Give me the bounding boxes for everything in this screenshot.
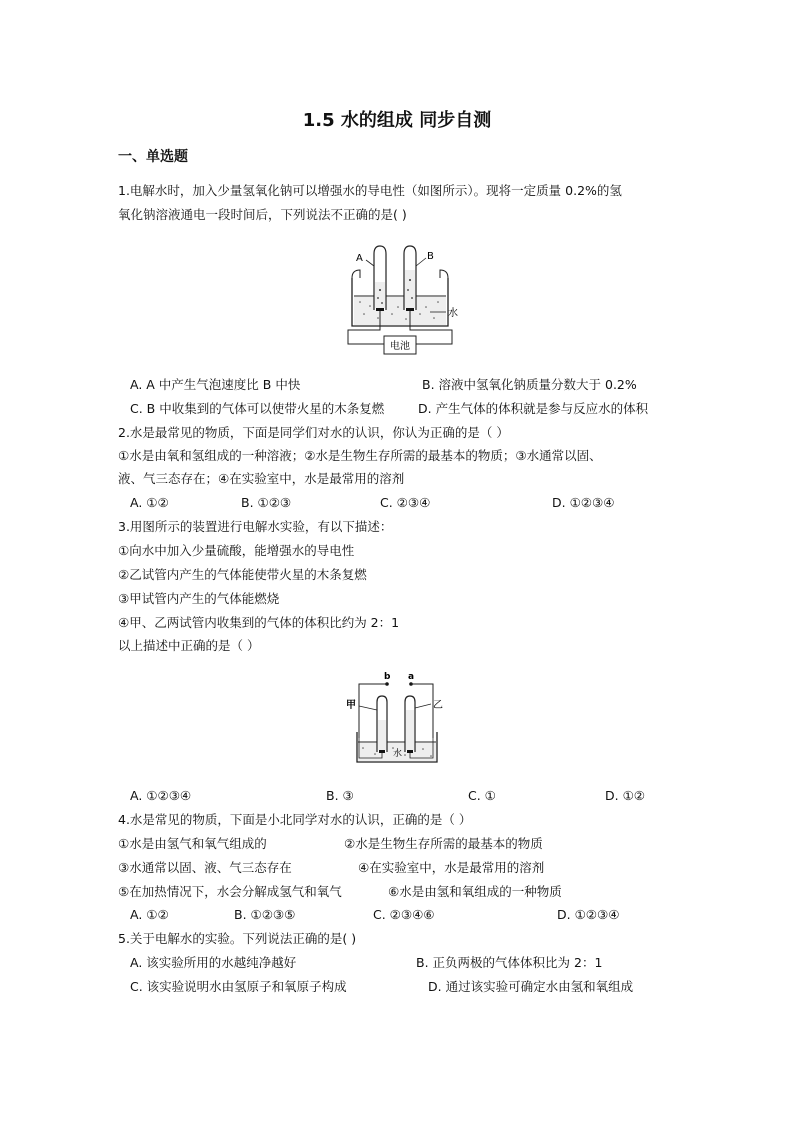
q1-fig-label-a: A [356,253,363,264]
q1-option-c[interactable]: C. B 中收集到的气体可以使带火星的木条复燃 [130,401,385,416]
q4-option-b[interactable]: B. ①②③⑤ [234,907,296,922]
q1-fig-water-label: 水 [448,308,458,319]
q3-fig-label-yi: 乙 [433,700,443,711]
q5-option-d[interactable]: D. 通过该实验可确定水由氢和氧组成 [428,979,634,994]
q3-statement-4: ④甲、乙两试管内收集到的气体的体积比约为 2：1 [118,615,400,630]
section-heading: 一、单选题 [118,149,188,165]
q3-statement-1: ①向水中加入少量硫酸，能增强水的导电性 [118,543,355,558]
q4-statement-4: ④在实验室中，水是最常用的溶剂 [358,860,545,875]
q4-option-d[interactable]: D. ①②③④ [557,907,620,922]
q4-statement-6: ⑥水是由氢和氧组成的一种物质 [388,884,562,899]
q5-option-a[interactable]: A. 该实验所用的水越纯净越好 [130,955,297,970]
q2-option-d[interactable]: D. ①②③④ [552,495,615,510]
q3-option-b[interactable]: B. ③ [326,788,354,803]
q5-stem-line1: 5.关于电解水的实验。下列说法正确的是( ) [118,931,357,946]
q1-option-b[interactable]: B. 溶液中氢氧化钠质量分数大于 0.2% [422,377,637,392]
q1-stem-line1: 1.电解水时，加入少量氢氧化钠可以增强水的导电性（如图所示）。现将一定质量 0.2%的氢 [118,183,622,198]
q2-option-a[interactable]: A. ①② [130,495,169,510]
q4-stem-line1: 4.水是常见的物质，下面是小北同学对水的认识，正确的是（ ） [118,812,472,827]
q3-option-d[interactable]: D. ①② [605,788,645,803]
q3-statement-2: ②乙试管内产生的气体能使带火星的木条复燃 [118,567,367,582]
q1-fig-battery-label: 电池 [390,341,410,352]
q4-statement-1: ①水是由氢气和氧气组成的 [118,836,267,851]
q3-fig-water-label: 水 [393,749,403,759]
q3-option-c[interactable]: C. ① [468,788,496,803]
q2-option-b[interactable]: B. ①②③ [241,495,292,510]
page-title: 1.5 水的组成 同步自测 [302,110,492,131]
q1-electrolysis-figure [340,240,460,358]
q2-option-c[interactable]: C. ②③④ [380,495,431,510]
q4-statement-2: ②水是生物生存所需的最基本的物质 [344,836,543,851]
q2-stem-line1: 2.水是最常见的物质，下面是同学们对水的认识，你认为正确的是（ ） [118,425,509,440]
q3-option-a[interactable]: A. ①②③④ [130,788,192,803]
q1-option-a[interactable]: A. A 中产生气泡速度比 B 中快 [130,377,301,392]
q3-fig-label-jia: 甲 [346,700,356,711]
q3-stem-line1: 3.用图所示的装置进行电解水实验，有以下描述： [118,519,393,534]
q4-option-a[interactable]: A. ①② [130,907,169,922]
q2-stem-line3: 液、气三态存在；④在实验室中，水是最常用的溶剂 [118,471,405,486]
q1-fig-label-b: B [427,251,434,262]
q3-statement-3: ③甲试管内产生的气体能燃烧 [118,591,280,606]
q2-stem-line2: ①水是由氧和氢组成的一种溶液；②水是生物生存所需的最基本的物质；③水通常以固、 [118,448,602,463]
q3-fig-label-b: b [384,672,391,682]
q5-option-b[interactable]: B. 正负两极的气体体积比为 2：1 [416,955,603,970]
q4-statement-3: ③水通常以固、液、气三态存在 [118,860,292,875]
q3-electrolysis-figure [345,668,445,772]
q1-option-d[interactable]: D. 产生气体的体积就是参与反应水的体积 [418,401,649,416]
q5-option-c[interactable]: C. 该实验说明水由氢原子和氧原子构成 [130,979,347,994]
q4-statement-5: ⑤在加热情况下，水会分解成氢气和氧气 [118,884,342,899]
q4-option-c[interactable]: C. ②③④⑥ [373,907,435,922]
q3-ask: 以上描述中正确的是（ ） [118,638,260,653]
q3-fig-label-a: a [408,672,415,682]
q1-stem-line2: 氧化钠溶液通电一段时间后，下列说法不正确的是( ) [118,207,407,222]
